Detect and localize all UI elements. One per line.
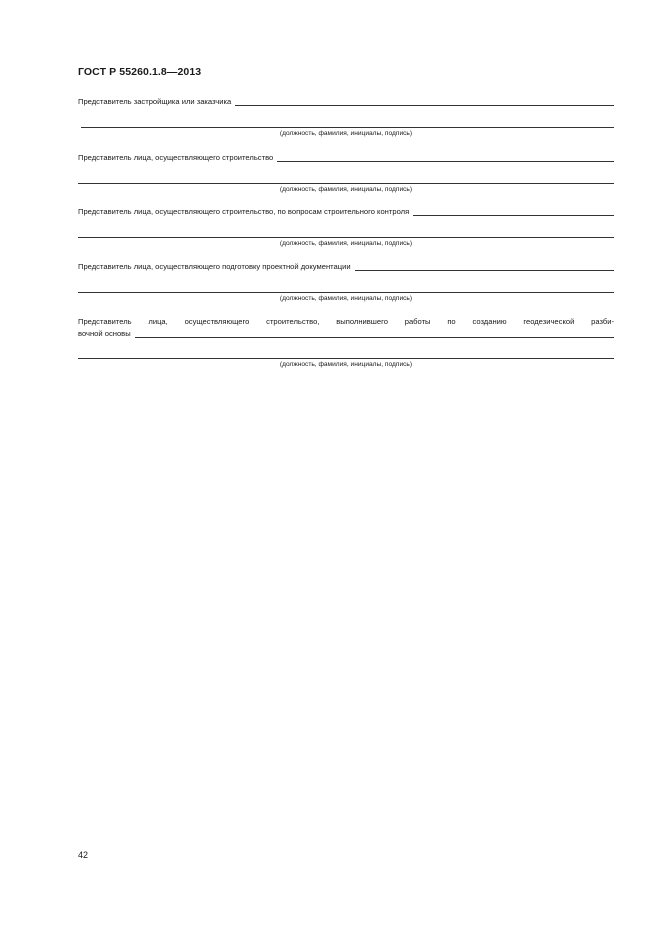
signature-hint: (должность, фамилия, инициалы, подпись) — [279, 361, 413, 368]
signature-full-underline[interactable] — [78, 292, 614, 293]
signature-underline[interactable] — [277, 161, 614, 162]
signature-label-first-line: Представитель лица, осуществляющего строительство, выполнившего работы по созданию геодезической разби- — [78, 317, 614, 326]
signature-hint: (должность, фамилия, инициалы, подпись) — [279, 295, 413, 302]
signature-label-line — [78, 262, 614, 272]
signature-label: Представитель лица, осуществляющего строительство — [78, 153, 274, 162]
signature-label-line — [78, 329, 614, 339]
signature-full-underline[interactable] — [78, 237, 614, 238]
signature-full-underline[interactable] — [78, 183, 614, 184]
page-number: 42 — [78, 850, 89, 860]
signature-hint: (должность, фамилия, инициалы, подпись) — [279, 130, 413, 137]
signature-underline[interactable] — [355, 270, 614, 271]
signature-hint: (должность, фамилия, инициалы, подпись) — [279, 186, 413, 193]
signature-block-construction-control — [78, 207, 614, 248]
signature-label: вочной основы — [78, 329, 131, 338]
signature-block-design-documentation — [78, 262, 614, 303]
signature-block-geodetic-works — [78, 315, 614, 369]
signature-full-underline[interactable] — [81, 127, 614, 128]
signature-label-line — [78, 97, 614, 107]
signature-block-customer — [78, 97, 614, 138]
signature-label-line — [78, 153, 614, 163]
document-standard-code: ГОСТ Р 55260.1.8—2013 — [78, 66, 202, 78]
signature-underline[interactable] — [235, 105, 614, 106]
signature-label: Представитель застройщика или заказчика — [78, 97, 232, 106]
signature-full-underline[interactable] — [78, 358, 614, 359]
signature-underline[interactable] — [135, 337, 614, 338]
signature-label-line — [78, 207, 614, 217]
signature-underline[interactable] — [413, 215, 614, 216]
signature-block-builder — [78, 153, 614, 194]
signature-label: Представитель лица, осуществляющего подготовку проектной документации — [78, 262, 351, 271]
signature-label: Представитель лица, осуществляющего строительство, по вопросам строительного контроля — [78, 207, 410, 216]
signature-hint: (должность, фамилия, инициалы, подпись) — [279, 240, 413, 247]
